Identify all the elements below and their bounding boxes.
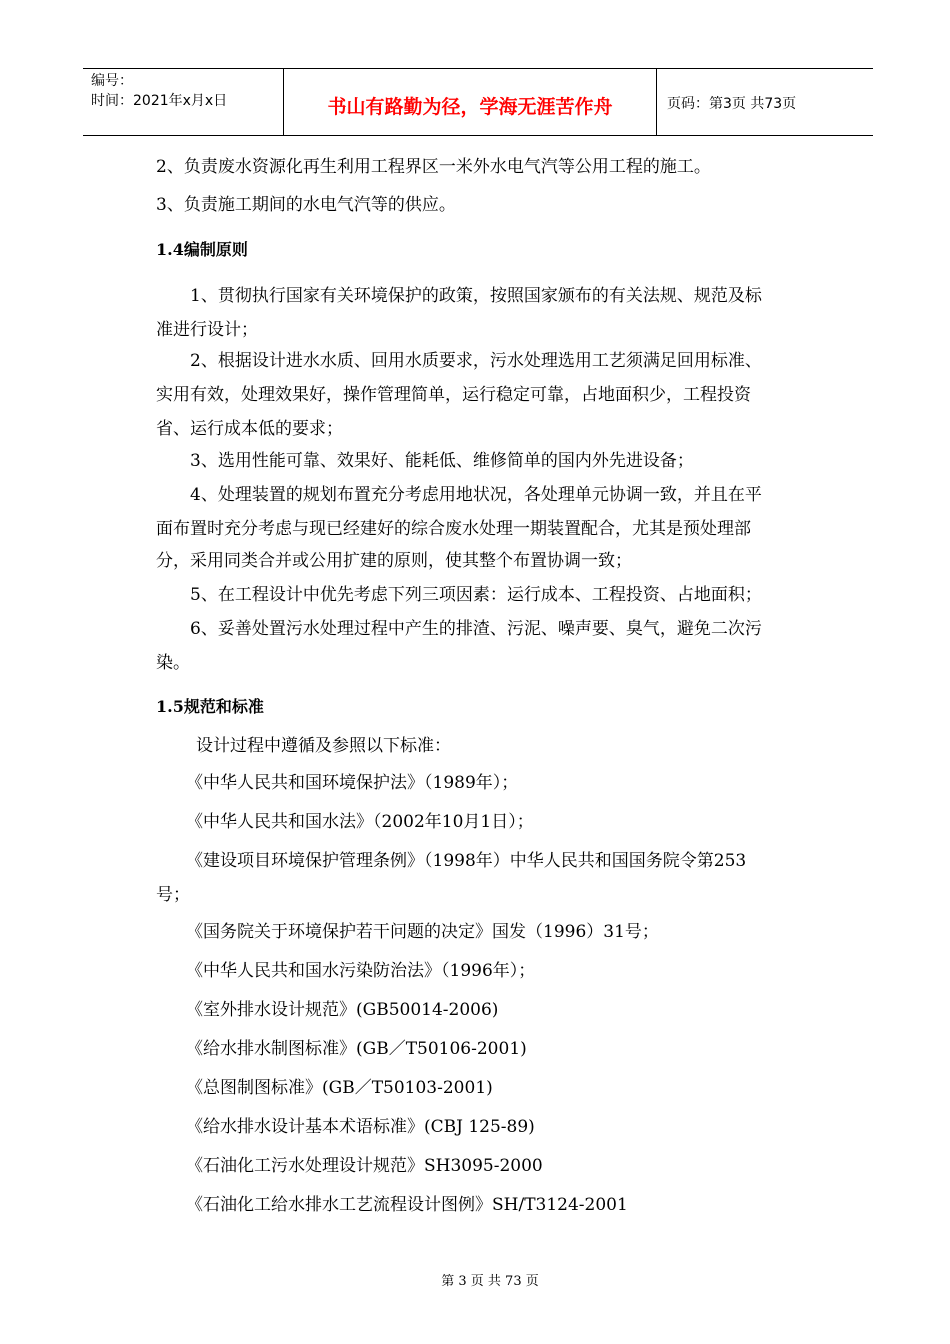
document-header <box>83 68 873 136</box>
standard-item: 《国务院关于环境保护若干问题的决定》国发（1996）31号； <box>186 922 659 942</box>
paragraph-line: 3、选用性能可靠、效果好、能耗低、维修简单的国内外先进设备； <box>190 451 694 471</box>
paragraph-line: 实用有效，处理效果好，操作管理简单，运行稳定可靠，占地面积少，工程投资 <box>156 385 751 405</box>
header-motto: 书山有路勤为径，学海无涯苦作舟 <box>284 69 657 135</box>
standard-item: 《石油化工给水排水工艺流程设计图例》SH/T3124-2001 <box>186 1195 628 1215</box>
header-meta <box>83 69 284 135</box>
standard-item: 《建设项目环境保护管理条例》（1998年）中华人民共和国国务院令第253 <box>186 851 747 871</box>
header-page-info: 页码：第3页 共73页 <box>667 96 797 112</box>
paragraph-line: 设计过程中遵循及参照以下标准： <box>196 736 451 756</box>
paragraph-line: 1、贯彻执行国家有关环境保护的政策，按照国家颁布的有关法规、规范及标 <box>190 286 762 306</box>
paragraph-line: 2、根据设计进水水质、回用水质要求，污水处理选用工艺须满足回用标准、 <box>190 351 762 371</box>
paragraph-line: 2、负责废水资源化再生利用工程界区一米外水电气汽等公用工程的施工。 <box>156 157 711 177</box>
header-time-label: 时间：2021年x月x日 <box>91 93 228 109</box>
standard-item: 《给水排水制图标准》(GB／T50106-2001) <box>186 1039 527 1059</box>
paragraph-line: 分，采用同类合并或公用扩建的原则，使其整个布置协调一致； <box>156 551 632 571</box>
standard-item: 《总图制图标准》(GB／T50103-2001) <box>186 1078 493 1098</box>
page-footer: 第 3 页 共 73 页 <box>441 1274 539 1289</box>
paragraph-line: 3、负责施工期间的水电气汽等的供应。 <box>156 195 456 215</box>
section-heading-1-5: 1.5规范和标准 <box>156 697 264 716</box>
standard-item: 《中华人民共和国水法》（2002年10月1日）； <box>186 812 534 832</box>
paragraph-line: 面布置时充分考虑与现已经建好的综合废水处理一期装置配合，尤其是预处理部 <box>156 519 751 539</box>
standard-item: 号； <box>156 885 190 905</box>
paragraph-line: 染。 <box>156 653 190 673</box>
section-heading-1-4: 1.4编制原则 <box>156 240 248 259</box>
standard-item: 《石油化工污水处理设计规范》SH3095-2000 <box>186 1156 543 1176</box>
paragraph-line: 省、运行成本低的要求； <box>156 419 343 439</box>
standard-item: 《中华人民共和国水污染防治法》（1996年）； <box>186 961 536 981</box>
standard-item: 《室外排水设计规范》(GB50014-2006) <box>186 1000 499 1020</box>
paragraph-line: 4、处理装置的规划布置充分考虑用地状况，各处理单元协调一致，并且在平 <box>190 485 762 505</box>
paragraph-line: 准进行设计； <box>156 320 258 340</box>
header-number-label: 编号： <box>91 73 133 89</box>
standard-item: 《中华人民共和国环境保护法》（1989年）； <box>186 773 519 793</box>
paragraph-line: 5、在工程设计中优先考虑下列三项因素：运行成本、工程投资、占地面积； <box>190 585 762 605</box>
paragraph-line: 6、妥善处置污水处理过程中产生的排渣、污泥、噪声要、臭气，避免二次污 <box>190 619 762 639</box>
standard-item: 《给水排水设计基本术语标准》(CBJ 125-89) <box>186 1117 535 1137</box>
